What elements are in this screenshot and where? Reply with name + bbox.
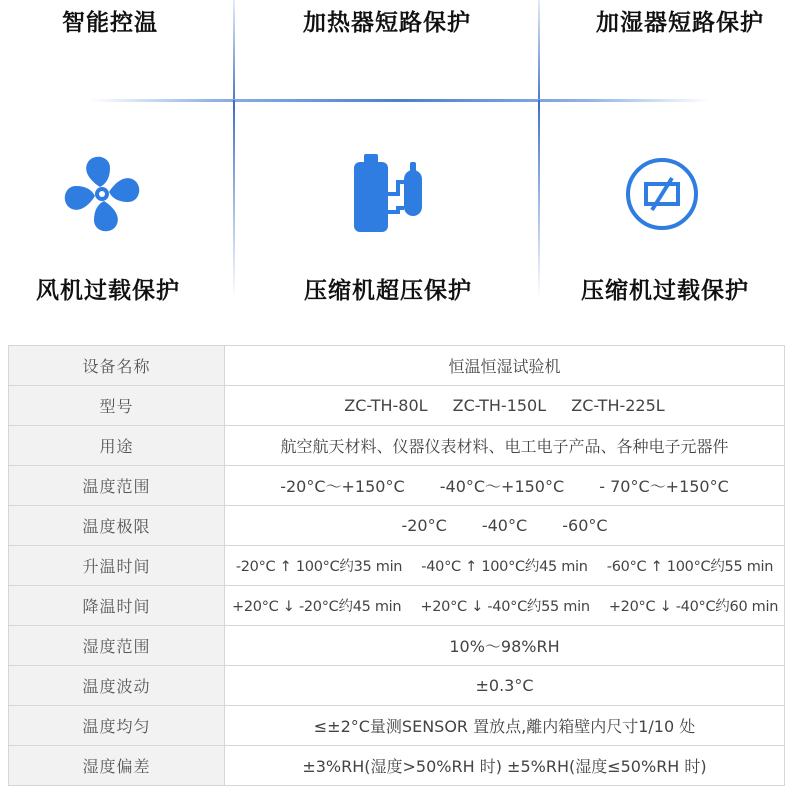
spec-label: 降温时间 — [9, 586, 225, 626]
spec-value — [225, 586, 785, 626]
spec-label: 用途 — [9, 426, 225, 466]
spec-value-text: -40°C～+150°C — [439, 477, 565, 496]
table-row — [9, 626, 785, 666]
table-row — [9, 746, 785, 786]
spec-value-text: - 70°C～+150°C — [599, 477, 729, 496]
feature-title-smart-temp-control: 智能控温 — [62, 10, 158, 36]
spec-value — [225, 466, 785, 506]
feature-grid — [0, 0, 800, 330]
spec-value — [225, 626, 785, 666]
spec-value-text: -60°C ↑ 100°C约55 min — [606, 559, 774, 575]
feature-title-heater-short-protection: 加热器短路保护 — [303, 10, 471, 36]
compressor-icon — [350, 152, 430, 236]
grid-divider — [90, 99, 710, 102]
spec-value-text: -20°C～+150°C — [280, 477, 405, 496]
spec-label: 湿度范围 — [9, 626, 225, 666]
spec-value — [225, 546, 785, 586]
spec-label: 型号 — [9, 386, 225, 426]
spec-value-text: 航空航天材料、仪器仪表材料、电工电子产品、各种电子元器件 — [280, 437, 729, 456]
spec-value-text: -20°C — [401, 516, 447, 535]
spec-label: 设备名称 — [9, 346, 225, 386]
feature-title-compressor-overload-protection: 压缩机过载保护 — [581, 278, 749, 304]
spec-value-text: ≤±2°C量测SENSOR 置放点,離内箱壁内尺寸1/10 处 — [313, 717, 696, 736]
table-row — [9, 586, 785, 626]
spec-value-text: -40°C — [481, 516, 528, 535]
spec-value — [225, 506, 785, 546]
spec-value-text: +20°C ↓ -20°C约45 min — [232, 599, 402, 615]
feature-title-compressor-overpressure-protection: 压缩机超压保护 — [304, 278, 472, 304]
spec-value-text: -20°C ↑ 100°C约35 min — [235, 559, 403, 575]
spec-value — [225, 426, 785, 466]
table-row — [9, 466, 785, 506]
overload-icon — [622, 154, 702, 234]
grid-divider — [538, 0, 540, 110]
spec-label: 温度范围 — [9, 466, 225, 506]
feature-title-humidifier-short-protection: 加湿器短路保护 — [596, 10, 764, 36]
spec-value-text: ZC-TH-80L — [344, 396, 428, 415]
spec-value — [225, 666, 785, 706]
grid-divider — [538, 100, 540, 300]
table-row — [9, 506, 785, 546]
table-row — [9, 426, 785, 466]
spec-value-text: 恒温恒湿试验机 — [448, 357, 561, 376]
feature-title-fan-overload-protection: 风机过载保护 — [36, 278, 180, 304]
spec-value-text: ZC-TH-225L — [571, 396, 665, 415]
spec-label: 温度极限 — [9, 506, 225, 546]
grid-divider — [233, 100, 235, 300]
spec-value-text: -60°C — [562, 516, 608, 535]
spec-value-text: ±3%RH(湿度>50%RH 时) ±5%RH(湿度≤50%RH 时) — [302, 757, 707, 776]
fan-icon — [60, 152, 144, 236]
spec-value — [225, 346, 785, 386]
spec-value-text: 10%～98%RH — [449, 637, 560, 656]
spec-value — [225, 706, 785, 746]
table-row — [9, 346, 785, 386]
grid-divider — [233, 0, 235, 110]
spec-value-text: ZC-TH-150L — [452, 396, 547, 415]
table-row — [9, 666, 785, 706]
spec-label: 湿度偏差 — [9, 746, 225, 786]
spec-value — [225, 746, 785, 786]
spec-value-text: +20°C ↓ -40°C约55 min — [420, 599, 590, 615]
spec-label: 温度波动 — [9, 666, 225, 706]
table-row — [9, 386, 785, 426]
spec-value — [225, 386, 785, 426]
spec-value-text: ±0.3°C — [475, 676, 534, 695]
spec-value-text: -40°C ↑ 100°C约45 min — [421, 559, 588, 575]
table-row — [9, 546, 785, 586]
spec-label: 升温时间 — [9, 546, 225, 586]
table-row — [9, 706, 785, 746]
spec-label: 温度均匀 — [9, 706, 225, 746]
spec-table — [8, 345, 785, 786]
spec-value-text: +20°C ↓ -40°C约60 min — [608, 599, 779, 615]
